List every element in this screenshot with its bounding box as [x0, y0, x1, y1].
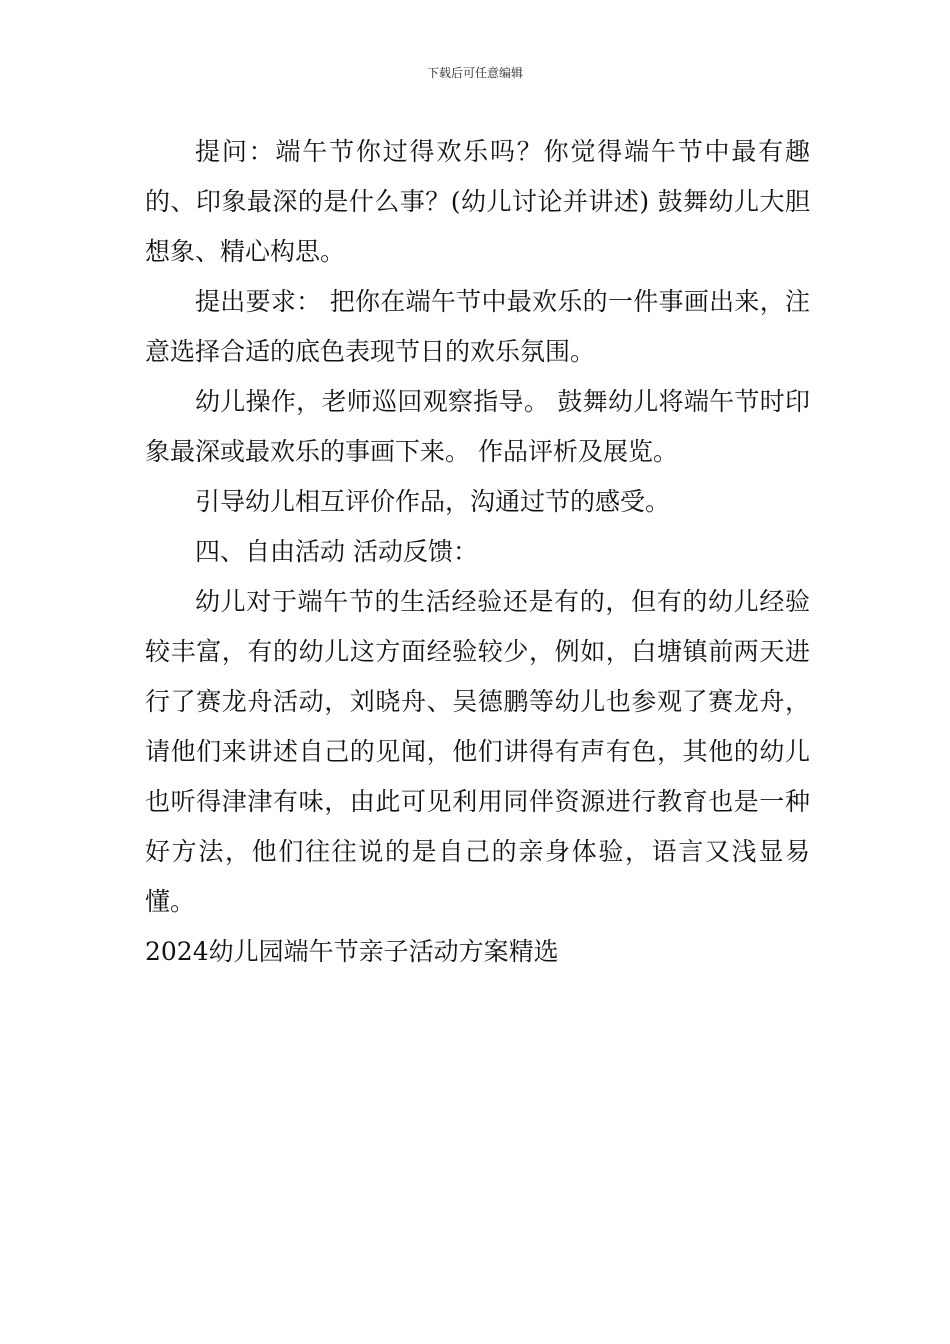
document-body	[145, 127, 810, 977]
paragraph-operation: 幼儿操作，老师巡回观察指导。 鼓舞幼儿将端午节时印象最深或最欢乐的事画下来。 作品评析及展览。	[145, 387, 810, 466]
paragraph-question: 提问：端午节你过得欢乐吗？你觉得端午节中最有趣的、印象最深的是什么事？(幼儿讨论并讲述) 鼓舞幼儿大胆想象、精心构思。	[145, 137, 810, 266]
next-document-title: 2024幼儿园端午节亲子活动方案精选	[145, 937, 559, 966]
paragraph-requirement: 提出要求： 把你在端午节中最欢乐的一件事画出来，注意选择合适的底色表现节日的欢乐氛围。	[145, 287, 810, 366]
paragraph-feedback: 幼儿对于端午节的生活经验还是有的，但有的幼儿经验较丰富，有的幼儿这方面经验较少，例如，白塘镇前两天进行了赛龙舟活动，刘晓舟、吴德鹏等幼儿也参观了赛龙舟，请他们来讲述自己的见闻，他们讲得有声有色，其他的幼儿也听得津津有味，由此可见利用同伴资源进行教育也是一种好方法，他们往往说的是自己的亲身体验，语言又浅显易懂。	[145, 587, 810, 916]
page-header-note: 下载后可任意编辑	[426, 66, 523, 80]
paragraph-evaluation: 引导幼儿相互评价作品，沟通过节的感受。	[195, 487, 671, 516]
section-heading-free-activity: 四、自由活动 活动反馈：	[195, 537, 478, 566]
